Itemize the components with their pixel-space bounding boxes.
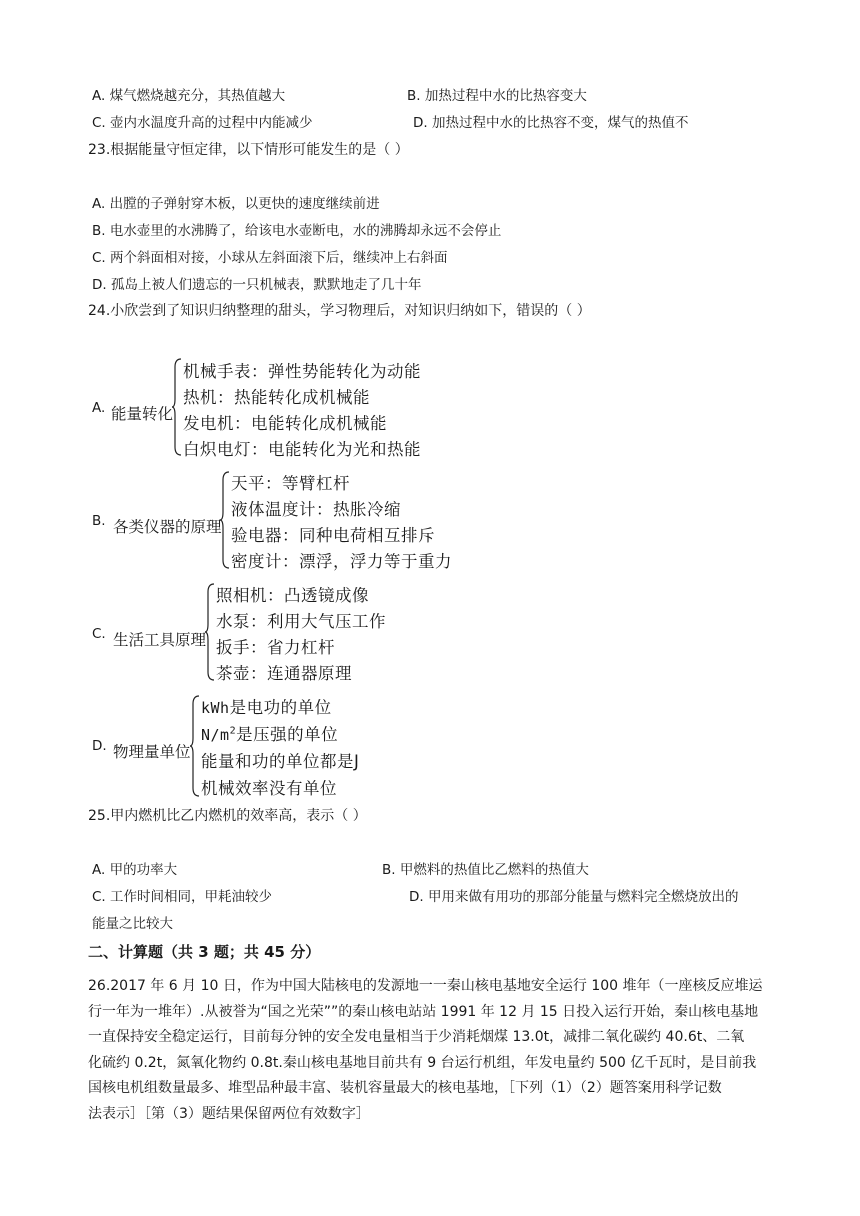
brace-icon <box>171 357 183 457</box>
q24-option-b-letter: B. <box>92 513 106 529</box>
brace-icon <box>219 470 231 570</box>
q24-option-d-letter: D. <box>92 738 107 754</box>
q26-paragraph <box>88 974 774 1128</box>
q26-line-5: 国核电机组数量最多、堆型品种最丰富、装机容量最大的核电基地，［下列（1）（2）题答案用科学记数 <box>88 1080 722 1097</box>
q24-b-item-1: 天平：等臂杠杆 <box>231 474 350 493</box>
q25-option-c: C. 工作时间相同，甲耗油较少 <box>92 889 273 905</box>
brace-icon <box>204 582 216 682</box>
q24-option-c-letter: C. <box>92 626 106 642</box>
q24-c-item-4: 茶壶：连通器原理 <box>216 664 352 683</box>
q22-option-b: B. 加热过程中水的比热容变大 <box>407 88 587 104</box>
q24-c-item-1: 照相机：凸透镜成像 <box>216 586 369 605</box>
q24-c-item-2: 水泵：利用大气压工作 <box>216 612 386 631</box>
q23-option-d: D. 孤岛上被人们遗忘的一只机械表，默默地走了几十年 <box>92 277 422 293</box>
q24-b-item-3: 验电器：同种电荷相互排斥 <box>231 526 435 545</box>
q24-a-item-4: 白炽电灯：电能转化为光和热能 <box>183 440 421 459</box>
q26-line-1: 26.2017 年 6 月 10 日，作为中国大陆核电的发源地一一秦山核电基地安全运行 100 堆年（一座核反应堆运 <box>88 978 763 994</box>
q24-d-item-2 <box>201 721 338 745</box>
q25-option-d-continued: 能量之比较大 <box>92 916 173 932</box>
q23-option-c: C. 两个斜面相对接，小球从左斜面滚下后，继续冲上右斜面 <box>92 250 448 266</box>
q25-option-b: B. 甲燃料的热值比乙燃料的热值大 <box>382 862 589 878</box>
q24-option-c-category: 生活工具原理 <box>113 631 207 649</box>
q25-option-a: A. 甲的功率大 <box>92 862 178 878</box>
unit-kwh: kWh <box>201 699 230 717</box>
q24-b-item-4: 密度计：漂浮，浮力等于重力 <box>231 552 452 571</box>
q24-option-d-category: 物理量单位 <box>113 743 191 761</box>
q24-b-item-2: 液体温度计：热胀冷缩 <box>231 500 401 519</box>
q24-c-item-3: 扳手：省力杠杆 <box>216 638 335 657</box>
q22-option-a: A. 煤气燃烧越充分，其热值越大 <box>92 88 286 104</box>
q23-stem: 23.根据能量守恒定律，以下情形可能发生的是（ ） <box>88 142 409 158</box>
q22-option-c: C. 壶内水温度升高的过程中内能减少 <box>92 115 313 131</box>
q23-option-a: A. 出膛的子弹射穿木板，以更快的速度继续前进 <box>92 196 380 212</box>
q26-line-4: 化硫约 0.2t，氮氧化物约 0.8t.秦山核电基地目前共有 9 台运行机组，年发电量约 500 亿千瓦时，是目前我 <box>88 1054 757 1071</box>
q24-d-item-3: 能量和功的单位都是J <box>201 752 360 771</box>
q24-d-item-2-text: 是压强的单位 <box>236 725 339 744</box>
q24-a-item-2: 热机：热能转化成机械能 <box>183 388 370 407</box>
q26-line-6: 法表示］［第（3）题结果保留两位有效数字］ <box>88 1105 370 1122</box>
q24-stem: 24.小欣尝到了知识归纳整理的甜头，学习物理后，对知识归纳如下，错误的（ ） <box>88 303 591 319</box>
q24-a-item-3: 发电机：电能转化成机械能 <box>183 414 387 433</box>
q24-d-item-4: 机械效率没有单位 <box>201 779 337 798</box>
brace-icon <box>189 694 201 798</box>
q24-a-item-1: 机械手表：弹性势能转化为动能 <box>183 362 421 381</box>
q25-stem: 25.甲内燃机比乙内燃机的效率高，表示（ ） <box>88 808 367 824</box>
q24-option-a-letter: A. <box>92 400 106 416</box>
q24-d-item-1 <box>201 694 332 718</box>
q26-line-3: 一直保持安全稳定运行，目前每分钟的安全发电量相当于少消耗烟煤 13.0t，减排二氧化碳约 40.6t、二氧 <box>88 1029 745 1046</box>
q22-option-d: D. 加热过程中水的比热容不变，煤气的热值不 <box>413 115 689 131</box>
q24-d-item-1-text: 是电功的单位 <box>229 698 332 717</box>
unit-exponent: 2 <box>229 725 237 737</box>
unit-n-per-m: N/m <box>201 726 230 744</box>
q25-option-d: D. 甲用来做有用功的那部分能量与燃料完全燃烧放出的 <box>409 889 739 905</box>
q24-option-b-category: 各类仪器的原理 <box>113 518 222 536</box>
q23-option-b: B. 电水壶里的水沸腾了，给该电水壶断电，水的沸腾却永远不会停止 <box>92 223 502 239</box>
q26-line-2: 行一年为一堆年）.从被誉为“国之光荣””的秦山核电站站 1991 年 12 月 15 日投入运行开始，秦山核电基地 <box>88 1003 759 1020</box>
section-heading: 二、计算题（共 3 题；共 45 分） <box>88 943 321 961</box>
q24-option-a-category: 能量转化 <box>111 405 174 423</box>
